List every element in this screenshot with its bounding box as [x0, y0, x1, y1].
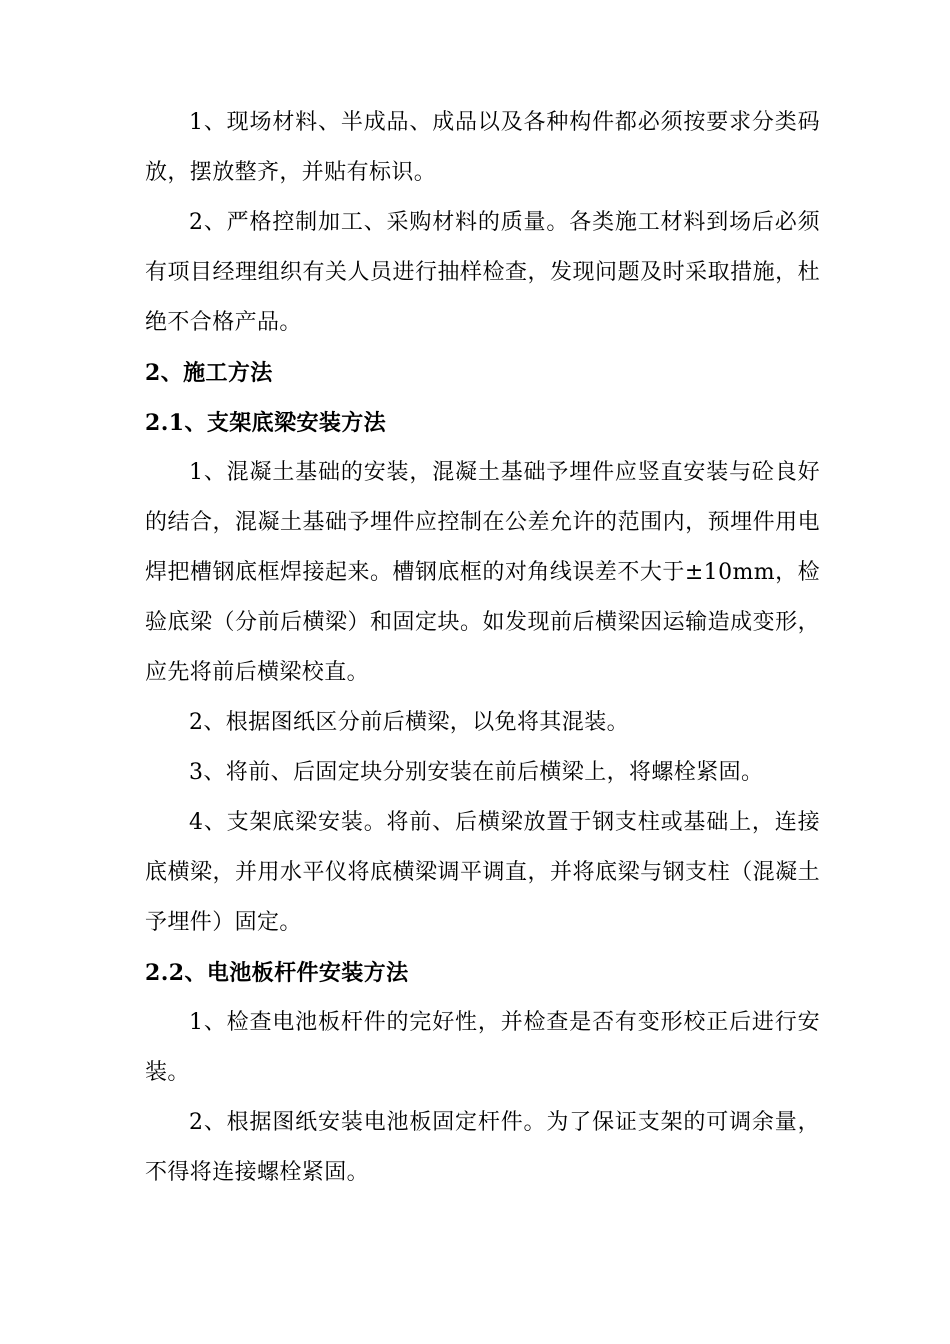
paragraph-concrete-foundation: 1、混凝土基础的安装，混凝土基础予埋件应竖直安装与砼良好的结合，混凝土基础予埋件应控制在公差允许的范围内，预埋件用电焊把槽钢底框焊接起来。槽钢底框的对角线误差不大于±10mm，检验底梁（分前后横梁）和固定块。如发现前后横梁因运输造成变形，应先将前后横梁校直。 — [145, 460, 820, 685]
paragraph-check-rods: 1、检查电池板杆件的完好性，并检查是否有变形校正后进行安装。 — [145, 1010, 820, 1085]
paragraph-fixing-blocks: 3、将前、后固定块分别安装在前后横梁上，将螺栓紧固。 — [189, 760, 764, 785]
paragraph-material-stacking: 1、现场材料、半成品、成品以及各种构件都必须按要求分类码放，摆放整齐，并贴有标识。 — [145, 110, 820, 185]
paragraph-install-rods: 2、根据图纸安装电池板固定杆件。为了保证支架的可调余量，不得将连接螺栓紧固。 — [145, 1110, 820, 1185]
document-page — [145, 98, 820, 1198]
paragraph-material-quality: 2、严格控制加工、采购材料的质量。各类施工材料到场后必须有项目经理组织有关人员进行抽样检查，发现问题及时采取措施，杜绝不合格产品。 — [145, 210, 820, 335]
section-heading-construction-method: 2、施工方法 — [145, 360, 273, 386]
paragraph-base-beam-install: 4、支架底梁安装。将前、后横梁放置于钢支柱或基础上，连接底横梁，并用水平仪将底横梁调平调直，并将底梁与钢支柱（混凝土予埋件）固定。 — [145, 810, 820, 935]
subsection-heading-panel-rods: 2.2、电池板杆件安装方法 — [145, 960, 409, 986]
subsection-heading-base-beam: 2.1、支架底梁安装方法 — [145, 410, 387, 436]
paragraph-distinguish-beams: 2、根据图纸区分前后横梁，以免将其混装。 — [189, 710, 629, 735]
